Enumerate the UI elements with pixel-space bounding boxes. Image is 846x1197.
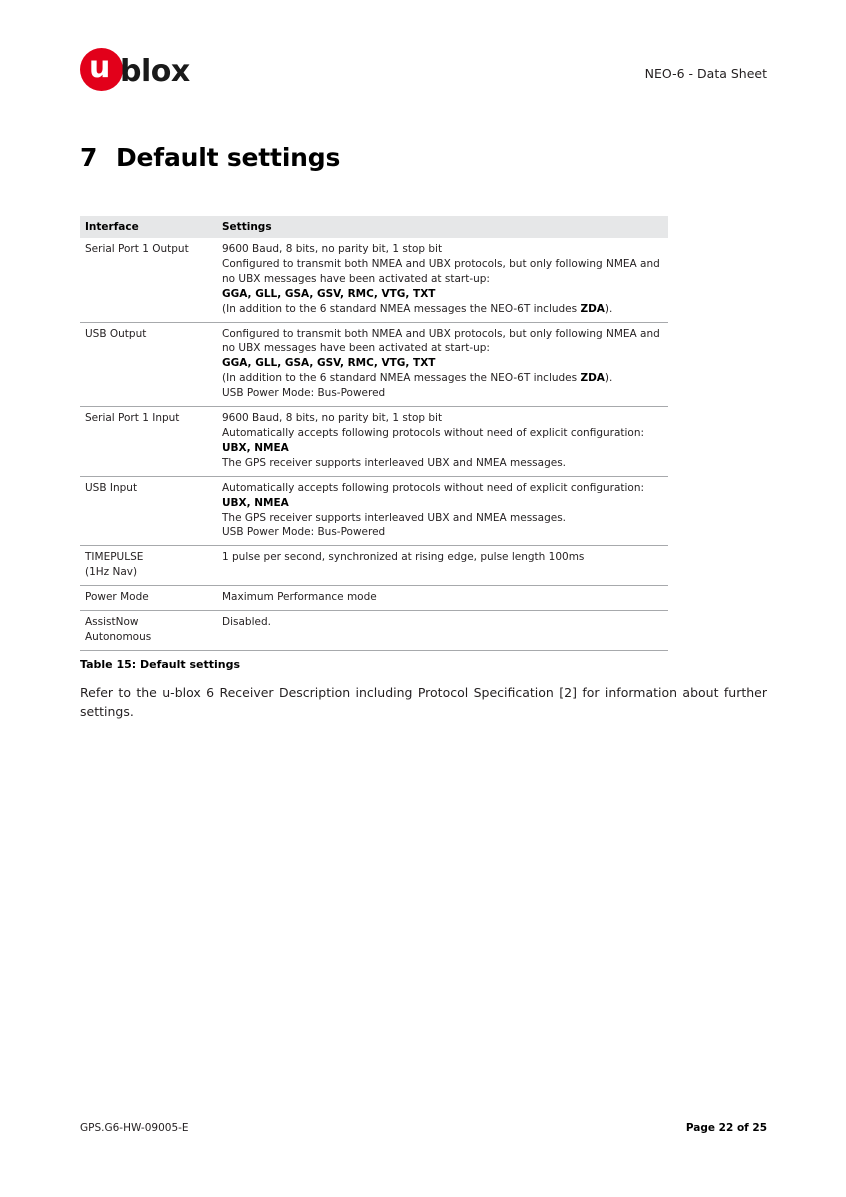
cell-interface: AssistNow Autonomous [80, 611, 217, 651]
cell-settings [217, 407, 668, 477]
settings-line: 9600 Baud, 8 bits, no parity bit, 1 stop bit [222, 243, 443, 255]
cell-interface: Power Mode [80, 586, 217, 611]
page-header [80, 44, 767, 96]
cell-settings [217, 546, 668, 586]
settings-line: (In addition to the 6 standard NMEA messages the NEO-6T includes ZDA). [222, 302, 613, 315]
cell-interface: USB Input [80, 476, 217, 546]
settings-line: USB Power Mode: Bus-Powered [222, 526, 386, 539]
settings-line: 1 pulse per second, synchronized at rising edge, pulse length 100ms [222, 551, 585, 564]
table-row [80, 546, 668, 586]
logo-letter-u: u [89, 50, 110, 85]
cell-interface: USB Output [80, 322, 217, 407]
table-caption: Table 15: Default settings [80, 658, 241, 671]
cell-settings [217, 586, 668, 611]
section-number: 7 [80, 143, 98, 172]
settings-line: Configured to transmit both NMEA and UBX protocols, but only following NMEA and no UBX messages have been activated at start-up: [222, 257, 660, 285]
table-row [80, 407, 668, 477]
settings-line: The GPS receiver supports interleaved UBX and NMEA messages. [222, 456, 567, 469]
settings-line: Automatically accepts following protocols without need of explicit configuration: [222, 481, 645, 494]
column-header-settings: Settings [217, 216, 668, 238]
settings-line: The GPS receiver supports interleaved UBX and NMEA messages. [222, 511, 567, 524]
cell-interface: Serial Port 1 Output [85, 243, 189, 255]
table-header-row [80, 216, 668, 238]
default-settings-table-wrap [80, 216, 668, 651]
settings-line: Automatically accepts following protocols without need of explicit configuration: [222, 426, 645, 439]
settings-line: UBX, NMEA [222, 496, 289, 509]
footer-doc-id: GPS.G6-HW-09005-E [80, 1122, 189, 1134]
settings-line: GGA, GLL, GSA, GSV, RMC, VTG, TXT [222, 357, 436, 370]
settings-line: Disabled. [222, 616, 271, 629]
ublox-logo [80, 44, 260, 96]
cell-settings [217, 322, 668, 407]
section-title-text: Default settings [116, 143, 341, 172]
table-row [80, 586, 668, 611]
cell-settings [217, 238, 668, 322]
cell-interface: TIMEPULSE (1Hz Nav) [80, 546, 217, 586]
table-row [80, 611, 668, 651]
default-settings-table [80, 216, 668, 651]
table-row [80, 322, 668, 407]
footer-page-number: Page 22 of 25 [685, 1122, 767, 1134]
cell-settings [217, 476, 668, 546]
table-row [80, 238, 668, 322]
cell-settings [217, 611, 668, 651]
settings-line: Maximum Performance mode [222, 591, 377, 604]
header-doc-title: NEO-6 - Data Sheet [644, 66, 767, 81]
settings-line: Configured to transmit both NMEA and UBX protocols, but only following NMEA and no UBX messages have been activated at start-up: [222, 327, 660, 355]
settings-line: (In addition to the 6 standard NMEA messages the NEO-6T includes ZDA). [222, 372, 613, 385]
logo-wordmark: blox [120, 54, 190, 89]
settings-line: UBX, NMEA [222, 441, 289, 454]
settings-line: GGA, GLL, GSA, GSV, RMC, VTG, TXT [222, 287, 436, 300]
column-header-interface: Interface [80, 216, 217, 238]
section-heading [80, 143, 340, 172]
cell-interface: Serial Port 1 Input [80, 407, 217, 477]
settings-line: USB Power Mode: Bus-Powered [222, 387, 386, 400]
table-row [80, 476, 668, 546]
settings-line: 9600 Baud, 8 bits, no parity bit, 1 stop bit [222, 412, 443, 425]
body-paragraph: Refer to the u-blox 6 Receiver Description including Protocol Specification [2] for information about further settings. [80, 685, 767, 719]
